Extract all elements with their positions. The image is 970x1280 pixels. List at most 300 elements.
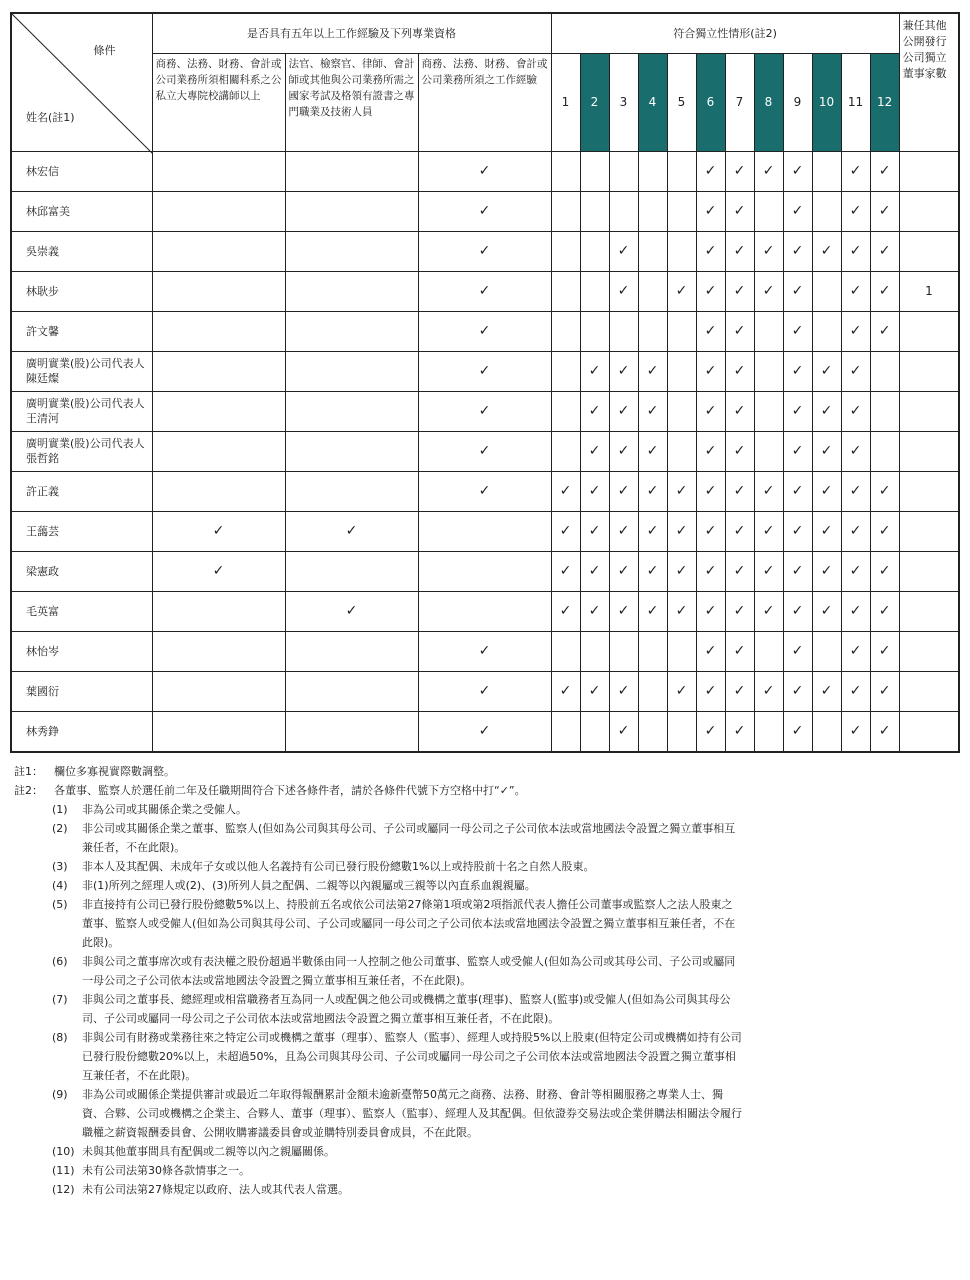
condition-note	[14, 857, 954, 876]
table-row	[11, 591, 959, 631]
condition-cell-6: ✓	[696, 511, 725, 551]
condition-cell-5	[667, 191, 696, 231]
note-1-tag: 註1：	[14, 765, 43, 778]
condition-header-8: 8	[754, 53, 783, 151]
condition-cell-12	[870, 431, 899, 471]
condition-cell-4	[638, 311, 667, 351]
condition-cell-4: ✓	[638, 431, 667, 471]
condition-note-text: 未有公司法第27條規定以政府、法人或其代表人當選。	[82, 1183, 349, 1196]
condition-cell-8	[754, 711, 783, 752]
condition-cell-8	[754, 391, 783, 431]
condition-cell-2	[580, 271, 609, 311]
qualification-cell-1	[152, 351, 285, 391]
condition-note-number: (8)	[52, 1031, 68, 1044]
condition-cell-9: ✓	[783, 511, 812, 551]
condition-note-number: (3)	[52, 860, 68, 873]
condition-cell-1: ✓	[551, 471, 580, 511]
other-boards-count	[899, 511, 959, 551]
note-2-text: 各董事、監察人於選任前二年及任職期間符合下述各條件者，請於各條件代號下方空格中打“✓”。	[54, 784, 526, 797]
table-row	[11, 311, 959, 351]
condition-cell-11: ✓	[841, 431, 870, 471]
condition-cell-12	[870, 351, 899, 391]
condition-cell-6: ✓	[696, 151, 725, 191]
condition-cell-10	[812, 711, 841, 752]
qualification-cell-2	[285, 551, 418, 591]
condition-cell-12: ✓	[870, 271, 899, 311]
condition-header-3: 3	[609, 53, 638, 151]
corner-header	[11, 13, 152, 151]
qualification-cell-2	[285, 151, 418, 191]
condition-cell-4	[638, 191, 667, 231]
condition-cell-6: ✓	[696, 431, 725, 471]
condition-cell-2	[580, 191, 609, 231]
qualification-cell-3: ✓	[418, 391, 551, 431]
condition-cell-10: ✓	[812, 471, 841, 511]
condition-note	[14, 952, 954, 990]
condition-cell-8: ✓	[754, 151, 783, 191]
condition-note	[14, 819, 954, 857]
condition-cell-11: ✓	[841, 351, 870, 391]
qualification-cell-1	[152, 151, 285, 191]
corner-diagonal	[12, 14, 153, 154]
qualification-cell-3: ✓	[418, 351, 551, 391]
condition-cell-11: ✓	[841, 391, 870, 431]
other-boards-count	[899, 311, 959, 351]
other-boards-count	[899, 591, 959, 631]
condition-cell-3	[609, 311, 638, 351]
condition-cell-9: ✓	[783, 191, 812, 231]
condition-note-number: (1)	[52, 803, 68, 816]
condition-cell-3: ✓	[609, 271, 638, 311]
condition-cell-12: ✓	[870, 311, 899, 351]
condition-cell-10	[812, 271, 841, 311]
table-row	[11, 351, 959, 391]
condition-cell-1: ✓	[551, 671, 580, 711]
condition-cell-7: ✓	[725, 511, 754, 551]
qualification-cell-1	[152, 671, 285, 711]
condition-note-text: 非為公司或其關係企業之受僱人。	[82, 803, 247, 816]
qualification-cell-2	[285, 231, 418, 271]
table-row	[11, 151, 959, 191]
qualification-cell-3	[418, 591, 551, 631]
condition-cell-9: ✓	[783, 671, 812, 711]
qualification-cell-1	[152, 631, 285, 671]
condition-cell-10: ✓	[812, 551, 841, 591]
table-row	[11, 271, 959, 311]
condition-cell-1	[551, 231, 580, 271]
condition-cell-1	[551, 351, 580, 391]
condition-header-11: 11	[841, 53, 870, 151]
condition-cell-3	[609, 191, 638, 231]
condition-cell-11: ✓	[841, 631, 870, 671]
condition-note	[14, 876, 954, 895]
condition-cell-11: ✓	[841, 551, 870, 591]
condition-header-1: 1	[551, 53, 580, 151]
condition-cell-5	[667, 631, 696, 671]
condition-cell-10: ✓	[812, 351, 841, 391]
other-boards-count	[899, 431, 959, 471]
condition-cell-3: ✓	[609, 591, 638, 631]
condition-cell-5: ✓	[667, 591, 696, 631]
qualification-cell-2	[285, 671, 418, 711]
condition-note-text: 非公司或其關係企業之董事、監察人(但如為公司與其母公司、子公司或屬同一母公司之子公司依本法或當地國法令設置之獨立董事相互兼任者，不在此限)。	[82, 822, 736, 854]
condition-cell-6: ✓	[696, 391, 725, 431]
condition-cell-7: ✓	[725, 271, 754, 311]
other-boards-count	[899, 191, 959, 231]
condition-cell-9: ✓	[783, 311, 812, 351]
director-name: 毛英富	[11, 591, 152, 631]
condition-cell-7: ✓	[725, 591, 754, 631]
other-boards-count	[899, 711, 959, 752]
condition-cell-10	[812, 311, 841, 351]
condition-cell-3: ✓	[609, 391, 638, 431]
condition-cell-5: ✓	[667, 471, 696, 511]
condition-cell-12: ✓	[870, 191, 899, 231]
condition-header-6: 6	[696, 53, 725, 151]
condition-cell-12: ✓	[870, 671, 899, 711]
table-row	[11, 231, 959, 271]
condition-cell-7: ✓	[725, 631, 754, 671]
condition-note-number: (6)	[52, 955, 68, 968]
condition-cell-4	[638, 631, 667, 671]
condition-cell-6: ✓	[696, 231, 725, 271]
director-name: 許正義	[11, 471, 152, 511]
condition-cell-5	[667, 151, 696, 191]
condition-cell-3: ✓	[609, 351, 638, 391]
other-boards-count	[899, 231, 959, 271]
condition-note	[14, 990, 954, 1028]
condition-cell-4	[638, 231, 667, 271]
qualification-cell-2	[285, 311, 418, 351]
condition-cell-4	[638, 271, 667, 311]
condition-note	[14, 895, 954, 952]
condition-cell-12: ✓	[870, 471, 899, 511]
condition-cell-11: ✓	[841, 711, 870, 752]
independence-group-header: 符合獨立性情形(註2)	[551, 13, 899, 53]
condition-cell-12: ✓	[870, 551, 899, 591]
condition-cell-7: ✓	[725, 391, 754, 431]
condition-cell-4: ✓	[638, 551, 667, 591]
other-boards-count	[899, 671, 959, 711]
director-name: 廣明實業(股)公司代表人張哲銘	[11, 431, 152, 471]
condition-cell-6: ✓	[696, 551, 725, 591]
condition-note-text: 非與公司之董事席次或有表決權之股份超過半數係由同一人控制之他公司董事、監察人或受僱人(但如為公司或其母公司、子公司或屬同一母公司之子公司依本法或當地國法令設置之獨立董事相互兼任者，不在此限)。	[82, 955, 736, 987]
independent-director-table	[10, 12, 960, 753]
condition-cell-3: ✓	[609, 551, 638, 591]
condition-cell-11: ✓	[841, 511, 870, 551]
condition-cell-9: ✓	[783, 591, 812, 631]
condition-cell-8: ✓	[754, 591, 783, 631]
condition-cell-7: ✓	[725, 711, 754, 752]
note-1	[14, 762, 954, 781]
condition-note-number: (7)	[52, 993, 68, 1006]
condition-cell-3	[609, 151, 638, 191]
qualification-header-3: 商務、法務、財務、會計或公司業務所須之工作經驗	[418, 53, 551, 151]
condition-cell-3	[609, 631, 638, 671]
qualification-cell-1	[152, 311, 285, 351]
condition-note-number: (10)	[52, 1145, 75, 1158]
condition-cell-8: ✓	[754, 511, 783, 551]
condition-cell-11: ✓	[841, 671, 870, 711]
condition-note-number: (5)	[52, 898, 68, 911]
qualification-cell-1	[152, 191, 285, 231]
director-name: 吳崇義	[11, 231, 152, 271]
condition-header-5: 5	[667, 53, 696, 151]
condition-cell-8: ✓	[754, 271, 783, 311]
condition-cell-8	[754, 311, 783, 351]
condition-note-text: 非為公司或關係企業提供審計或最近二年取得報酬累計金額未逾新臺幣50萬元之商務、法務、財務、會計等相關服務之專業人士、獨資、合夥、公司或機構之企業主、合夥人、董事（理事）、監察人（監事）、經理人及其配偶。但依證券交易法或企業併購法相關法令履行職權之薪資報酬委員會、公開收購審議委員會或並購特別委員會成員，不在此限。	[82, 1088, 742, 1139]
condition-cell-12: ✓	[870, 511, 899, 551]
qualification-cell-3: ✓	[418, 271, 551, 311]
qualification-cell-3: ✓	[418, 431, 551, 471]
condition-cell-2	[580, 711, 609, 752]
condition-header-2: 2	[580, 53, 609, 151]
condition-cell-6: ✓	[696, 711, 725, 752]
other-boards-count	[899, 471, 959, 511]
condition-cell-1	[551, 191, 580, 231]
condition-cell-4	[638, 671, 667, 711]
condition-cell-10	[812, 631, 841, 671]
qualification-cell-2	[285, 431, 418, 471]
condition-note-text: 非(1)所列之經理人或(2)、(3)所列人員之配偶、二親等以內親屬或三親等以內直系血親親屬。	[82, 879, 536, 892]
table-row	[11, 511, 959, 551]
condition-cell-7: ✓	[725, 671, 754, 711]
director-name: 林宏信	[11, 151, 152, 191]
condition-cell-4: ✓	[638, 591, 667, 631]
table-row	[11, 551, 959, 591]
condition-cell-5	[667, 711, 696, 752]
condition-cell-11: ✓	[841, 191, 870, 231]
condition-cell-2: ✓	[580, 471, 609, 511]
other-boards-header: 兼任其他公開發行公司獨立董事家數	[899, 13, 959, 151]
note-1-text: 欄位多寡視實際數調整。	[54, 765, 175, 778]
condition-cell-6: ✓	[696, 271, 725, 311]
other-boards-count	[899, 151, 959, 191]
other-boards-count	[899, 351, 959, 391]
condition-note-text: 未與其他董事間具有配偶或二親等以內之親屬關係。	[82, 1145, 335, 1158]
qualification-cell-1: ✓	[152, 511, 285, 551]
condition-note-text: 非與公司有財務或業務往來之特定公司或機構之董事（理事）、監察人（監事）、經理人或持股5%以上股東(但特定公司或機構如持有公司已發行股份總數20%以上，未超過50%，且為公司與其母公司、子公司或屬同一母公司之子公司依本法或當地國法令設置之獨立董事相互兼任者，不在此限)。	[82, 1031, 742, 1082]
condition-cell-6: ✓	[696, 351, 725, 391]
qualification-cell-3: ✓	[418, 191, 551, 231]
qualification-cell-3	[418, 511, 551, 551]
condition-note-text: 未有公司法第30條各款情事之一。	[82, 1164, 250, 1177]
condition-cell-7: ✓	[725, 351, 754, 391]
condition-cell-2: ✓	[580, 671, 609, 711]
condition-cell-8: ✓	[754, 231, 783, 271]
condition-cell-12: ✓	[870, 151, 899, 191]
condition-note-text: 非直接持有公司已發行股份總數5%以上、持股前五名或依公司法第27條第1項或第2項指派代表人擔任公司董事或監察人之法人股東之董事、監察人或受僱人(但如為公司與其母公司、子公司或屬同一母公司之子公司依本法或當地國法令設置之獨立董事相互兼任者，不在此限)。	[82, 898, 736, 949]
qualification-group-header: 是否具有五年以上工作經驗及下列專業資格	[152, 13, 551, 53]
condition-cell-8: ✓	[754, 551, 783, 591]
other-boards-count	[899, 391, 959, 431]
condition-cell-5	[667, 391, 696, 431]
other-boards-count: 1	[899, 271, 959, 311]
condition-cell-8: ✓	[754, 471, 783, 511]
qualification-cell-2: ✓	[285, 511, 418, 551]
condition-cell-7: ✓	[725, 191, 754, 231]
condition-cell-6: ✓	[696, 671, 725, 711]
condition-cell-7: ✓	[725, 311, 754, 351]
condition-cell-9: ✓	[783, 351, 812, 391]
condition-header-10: 10	[812, 53, 841, 151]
condition-cell-9: ✓	[783, 631, 812, 671]
condition-cell-1: ✓	[551, 551, 580, 591]
condition-note-number: (2)	[52, 822, 68, 835]
condition-header-7: 7	[725, 53, 754, 151]
condition-cell-9: ✓	[783, 471, 812, 511]
condition-cell-5	[667, 351, 696, 391]
other-boards-count	[899, 551, 959, 591]
qualification-cell-2	[285, 271, 418, 311]
condition-cell-9: ✓	[783, 431, 812, 471]
condition-cell-10: ✓	[812, 671, 841, 711]
condition-cell-8	[754, 191, 783, 231]
qualification-cell-2: ✓	[285, 591, 418, 631]
condition-note	[14, 1180, 954, 1199]
note-2-tag: 註2：	[14, 784, 43, 797]
qualification-cell-1	[152, 391, 285, 431]
condition-cell-2: ✓	[580, 591, 609, 631]
condition-cell-6: ✓	[696, 591, 725, 631]
note-2	[14, 781, 954, 800]
director-name: 林耿步	[11, 271, 152, 311]
footnotes	[14, 762, 954, 1199]
qualification-cell-2	[285, 191, 418, 231]
corner-label-conditions: 條件	[93, 44, 116, 57]
qualification-cell-3	[418, 551, 551, 591]
condition-cell-1	[551, 391, 580, 431]
director-name: 葉國衍	[11, 671, 152, 711]
condition-cell-3: ✓	[609, 471, 638, 511]
condition-cell-2	[580, 631, 609, 671]
condition-cell-11: ✓	[841, 231, 870, 271]
condition-cell-1	[551, 311, 580, 351]
condition-cell-11: ✓	[841, 151, 870, 191]
corner-label-name: 姓名(註1)	[26, 110, 75, 124]
qualification-cell-3: ✓	[418, 471, 551, 511]
table-row	[11, 671, 959, 711]
condition-cell-8	[754, 631, 783, 671]
condition-cell-11: ✓	[841, 271, 870, 311]
condition-header-12: 12	[870, 53, 899, 151]
condition-cell-7: ✓	[725, 431, 754, 471]
condition-cell-6: ✓	[696, 631, 725, 671]
condition-cell-5: ✓	[667, 271, 696, 311]
condition-header-9: 9	[783, 53, 812, 151]
condition-header-4: 4	[638, 53, 667, 151]
director-name: 廣明實業(股)公司代表人王清河	[11, 391, 152, 431]
condition-cell-9: ✓	[783, 711, 812, 752]
condition-cell-8	[754, 431, 783, 471]
qualification-cell-2	[285, 351, 418, 391]
qualification-cell-3: ✓	[418, 631, 551, 671]
condition-cell-7: ✓	[725, 231, 754, 271]
condition-cell-5: ✓	[667, 671, 696, 711]
table-row	[11, 471, 959, 511]
condition-cell-9: ✓	[783, 551, 812, 591]
condition-cell-9: ✓	[783, 231, 812, 271]
qualification-cell-2	[285, 711, 418, 752]
condition-cell-1	[551, 431, 580, 471]
director-name: 林怡岑	[11, 631, 152, 671]
condition-cell-10: ✓	[812, 591, 841, 631]
condition-cell-10	[812, 191, 841, 231]
condition-cell-11: ✓	[841, 591, 870, 631]
condition-cell-12: ✓	[870, 231, 899, 271]
condition-cell-10: ✓	[812, 431, 841, 471]
condition-note-number: (4)	[52, 879, 68, 892]
condition-cell-3: ✓	[609, 431, 638, 471]
director-name: 許文馨	[11, 311, 152, 351]
condition-note	[14, 1028, 954, 1085]
qualification-cell-1	[152, 471, 285, 511]
condition-cell-10: ✓	[812, 231, 841, 271]
condition-cell-12: ✓	[870, 631, 899, 671]
table-row	[11, 191, 959, 231]
condition-cell-8	[754, 351, 783, 391]
condition-cell-1	[551, 151, 580, 191]
condition-cell-3: ✓	[609, 671, 638, 711]
condition-list	[14, 800, 954, 1199]
condition-cell-7: ✓	[725, 471, 754, 511]
condition-cell-2	[580, 311, 609, 351]
qualification-header-1: 商務、法務、財務、會計或公司業務所須相關科系之公私立大專院校講師以上	[152, 53, 285, 151]
condition-cell-7: ✓	[725, 151, 754, 191]
condition-cell-5	[667, 231, 696, 271]
condition-cell-3: ✓	[609, 231, 638, 271]
condition-cell-2: ✓	[580, 511, 609, 551]
condition-cell-5	[667, 431, 696, 471]
qualification-cell-2	[285, 631, 418, 671]
qualification-cell-1	[152, 591, 285, 631]
qualification-cell-1	[152, 231, 285, 271]
condition-cell-2: ✓	[580, 431, 609, 471]
condition-cell-8: ✓	[754, 671, 783, 711]
condition-cell-12	[870, 391, 899, 431]
condition-cell-2	[580, 231, 609, 271]
condition-cell-1	[551, 631, 580, 671]
condition-note-number: (9)	[52, 1088, 68, 1101]
condition-cell-6: ✓	[696, 471, 725, 511]
director-name: 林邱富美	[11, 191, 152, 231]
condition-cell-2: ✓	[580, 551, 609, 591]
condition-cell-3: ✓	[609, 511, 638, 551]
condition-cell-10: ✓	[812, 391, 841, 431]
condition-cell-9: ✓	[783, 271, 812, 311]
table-body	[11, 151, 959, 752]
qualification-cell-1	[152, 431, 285, 471]
condition-note-number: (11)	[52, 1164, 75, 1177]
table-row	[11, 711, 959, 752]
condition-cell-4: ✓	[638, 471, 667, 511]
director-name: 林秀錚	[11, 711, 152, 752]
qualification-cell-2	[285, 391, 418, 431]
condition-cell-11: ✓	[841, 311, 870, 351]
qualification-cell-2	[285, 471, 418, 511]
condition-cell-7: ✓	[725, 551, 754, 591]
condition-note	[14, 800, 954, 819]
condition-cell-3: ✓	[609, 711, 638, 752]
condition-cell-1: ✓	[551, 591, 580, 631]
condition-note-text: 非本人及其配偶、未成年子女或以他人名義持有公司已發行股份總數1%以上或持股前十名之自然人股東。	[82, 860, 595, 873]
condition-cell-10: ✓	[812, 511, 841, 551]
qualification-cell-3: ✓	[418, 311, 551, 351]
condition-cell-4	[638, 711, 667, 752]
qualification-cell-1	[152, 711, 285, 752]
condition-note-text: 非與公司之董事長、總經理或相當職務者互為同一人或配偶之他公司或機構之董事(理事)、監察人(監事)或受僱人(但如為公司與其母公司、子公司或屬同一母公司之子公司依本法或當地國法令設置之獨立董事相互兼任者，不在此限)。	[82, 993, 731, 1025]
condition-cell-6: ✓	[696, 311, 725, 351]
